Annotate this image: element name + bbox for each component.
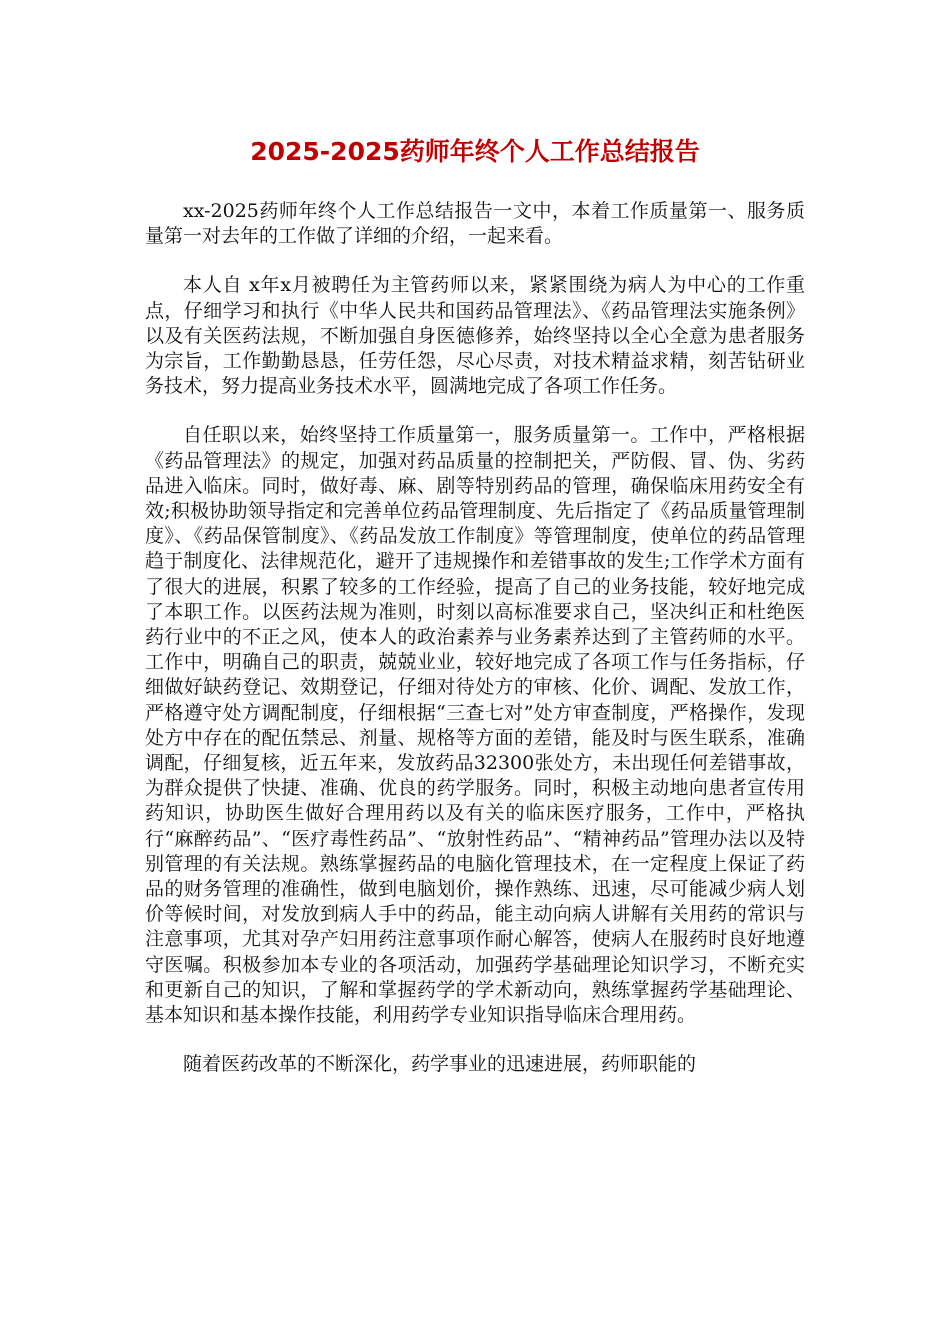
document-title: 2025-2025药师年终个人工作总结报告 <box>250 137 700 166</box>
document-body <box>145 199 805 1102</box>
paragraph-appointment: 本人自 x年x月被聘任为主管药师以来，紧紧围绕为病人为中心的工作重点，仔细学习和执行《中华人民共和国药品管理法》、《药品管理法实施条例》以及有关医药法规，不断加强自身医德修养，始终坚持以全心全意为患者服务为宗旨，工作勤勤恳恳，任劳任怨，尽心尽责，对技术精益求精，刻苦钻研业务技术，努力提高业务技术水平，圆满地完成了各项工作任务。 <box>145 274 805 398</box>
paragraph-intro: xx-2025药师年终个人工作总结报告一文中，本着工作质量第一、服务质量第一对去年的工作做了详细的介绍，一起来看。 <box>145 200 805 248</box>
paragraph-work-details: 自任职以来，始终坚持工作质量第一，服务质量第一。工作中，严格根据《药品管理法》的规定，加强对药品质量的控制把关，严防假、冒、伪、劣药品进入临床。同时，做好毒、麻、剧等特别药品的管理，确保临床用药安全有效;积极协助领导指定和完善单位药品管理制度、先后指定了《药品质量管理制度》、《药品保管制度》、《药品发放工作制度》等管理制度，使单位的药品管理趋于制度化、法律规范化，避开了违规操作和差错事故的发生;工作学术方面有了很大的进展，积累了较多的工作经验，提高了自己的业务技能，较好地完成了本职工作。以医药法规为准则，时刻以高标准要求自己，坚决纠正和杜绝医药行业中的不正之风，使本人的政治素养与业务素养达到了主管药师的水平。工作中，明确自己的职责，兢兢业业，较好地完成了各项工作与任务指标，仔细做好缺药登记、效期登记，仔细对待处方的审核、化价、调配、发放工作，严格遵守处方调配制度，仔细根据“三查七对”处方审查制度，严格操作，发现处方中存在的配伍禁忌、剂量、规格等方面的差错，能及时与医生联系，准确调配，仔细复核，近五年来，发放药品32300张处方，未出现任何差错事故，为群众提供了快捷、准确、优良的药学服务。同时，积极主动地向患者宣传用药知识，协助医生做好合理用药以及有关的临床医疗服务，工作中，严格执行“麻醉药品”、“医疗毒性药品”、“放射性药品”、“精神药品”管理办法以及特别管理的有关法规。熟练掌握药品的电脑化管理技术，在一定程度上保证了药品的财务管理的准确性，做到电脑划价，操作熟练、迅速，尽可能减少病人划价等候时间，对发放到病人手中的药品，能主动向病人讲解有关用药的常识与注意事项，尤其对孕产妇用药注意事项作耐心解答，使病人在服药时良好地遵守医嘱。积极参加本专业的各项活动，加强药学基础理论知识学习，不断充实和更新自己的知识，了解和掌握药学的学术新动向，熟练掌握药学基础理论、基本知识和基本操作技能，利用药学专业知识指导临床合理用药。 <box>145 424 805 1027</box>
paragraph-reform: 随着医药改革的不断深化，药学事业的迅速进展，药师职能的 <box>183 1053 697 1076</box>
